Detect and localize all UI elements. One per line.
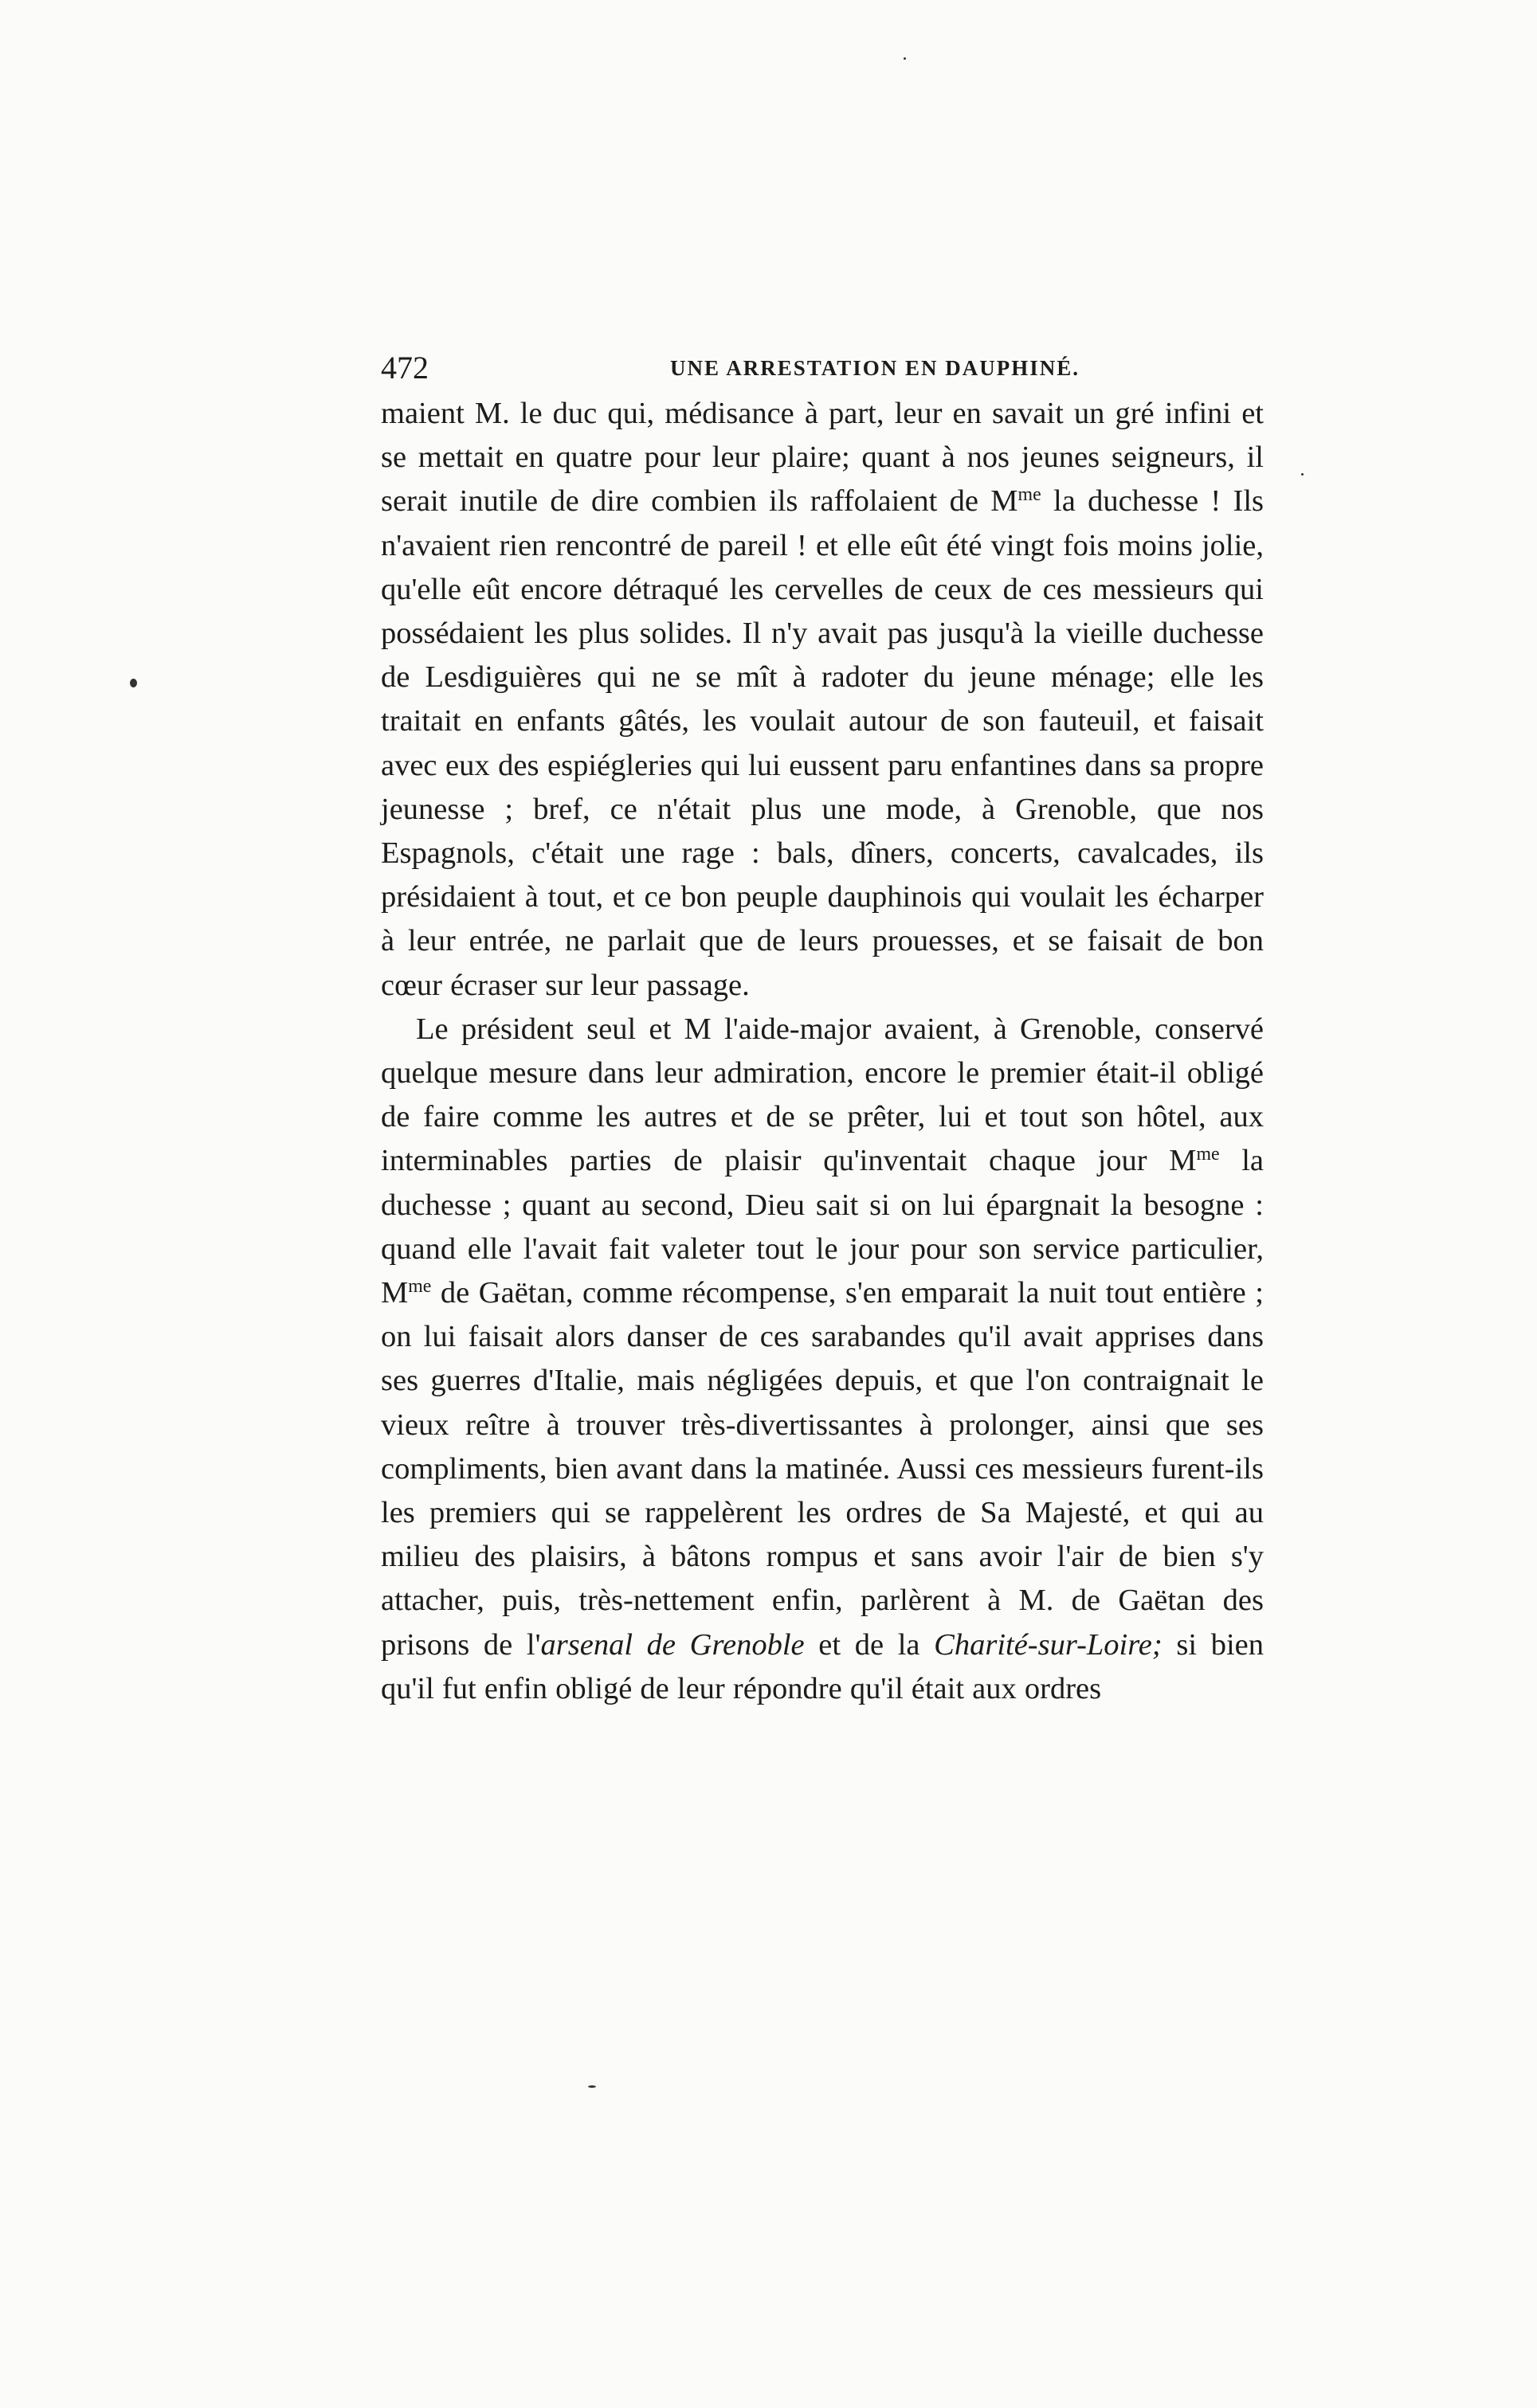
italic-charite: Charité-sur-Loire;	[934, 1627, 1163, 1662]
page-number: 472	[381, 350, 429, 386]
paragraph-2-text-d: et de la	[804, 1627, 935, 1662]
italic-arsenal: arsenal de Grenoble	[540, 1627, 805, 1662]
superscript-me: me	[1017, 484, 1041, 506]
body-text	[381, 392, 1264, 1711]
ink-speck	[1301, 473, 1304, 476]
paragraph-2-text-c: de Gaëtan, comme récompense, s'en emparait la nuit tout entière ; on lui faisait alors danser de ces sarabandes qu'il avait apprises dans ses guerres d'Italie, mais négligées depuis, et que l'on contraignait le vieux reître à trouver très-divertissantes à prolonger, ainsi que ses compliments, bien avant dans la matinée. Aussi ces messieurs furent-ils les premiers qui se rappelèrent les ordres de Sa Majesté, et qui au milieu des plaisirs, à bâtons rompus et sans avoir l'air de bien s'y attacher, puis, très-nettement enfin, parlèrent à M. de Gaëtan des prisons de l'	[381, 1276, 1264, 1662]
ink-speck	[904, 57, 906, 60]
paragraph-1-text-a: maient M. le duc qui, médisance à part, leur en savait un gré infini et se mettait en quatre pour leur plaire; quant à nos jeunes seigneurs, il serait inutile de dire combien ils raffolaient de M	[381, 397, 1264, 519]
paragraph-2-text-b: la duchesse ; quant au second, Dieu sait si on lui épargnait la besogne : quand elle l'avait fait valeter tout le jour pour son service particulier, M	[381, 1144, 1264, 1310]
ink-speck	[130, 679, 137, 687]
ink-speck	[588, 2085, 596, 2088]
paragraph-1	[381, 392, 1264, 1008]
paragraph-2-text-a: Le président seul et M l'aide-major avaient, à Grenoble, conservé quelque mesure dans leur admiration, encore le premier était-il obligé de faire comme les autres et de se prêter, lui et tout son hôtel, aux interminables parties de plaisir qu'inventait chaque jour M	[381, 1012, 1264, 1178]
superscript-me: me	[1196, 1144, 1220, 1165]
running-head: UNE ARRESTATION EN DAUPHINÉ.	[669, 356, 1080, 380]
paragraph-2	[381, 1008, 1264, 1711]
page-header	[381, 344, 1264, 392]
paragraph-2-text-e: si bien qu'il fut enfin obligé de leur répondre qu'il était aux ordres	[381, 1627, 1264, 1705]
superscript-me: me	[408, 1275, 432, 1297]
paragraph-1-text-b: la duchesse ! Ils n'avaient rien rencontré de pareil ! et elle eût été vingt fois moins jolie, qu'elle eût encore détraqué les cervelles de ceux de ces messieurs qui possédaient les plus solides. Il n'y avait pas jusqu'à la vieille duchesse de Lesdiguières qui ne se mît à radoter du jeune ménage; elle les traitait en enfants gâtés, les voulait autour de son fauteuil, et faisait avec eux des espiégleries qui lui eussent paru enfantines dans sa propre jeunesse ; bref, ce n'était plus une mode, à Grenoble, que nos Espagnols, c'était une rage : bals, dîners, concerts, cavalcades, ils présidaient à tout, et ce bon peuple dauphinois qui voulait les écharper à leur entrée, ne parlait que de leurs prouesses, et se faisait de bon cœur écraser sur leur passage.	[381, 484, 1264, 1002]
